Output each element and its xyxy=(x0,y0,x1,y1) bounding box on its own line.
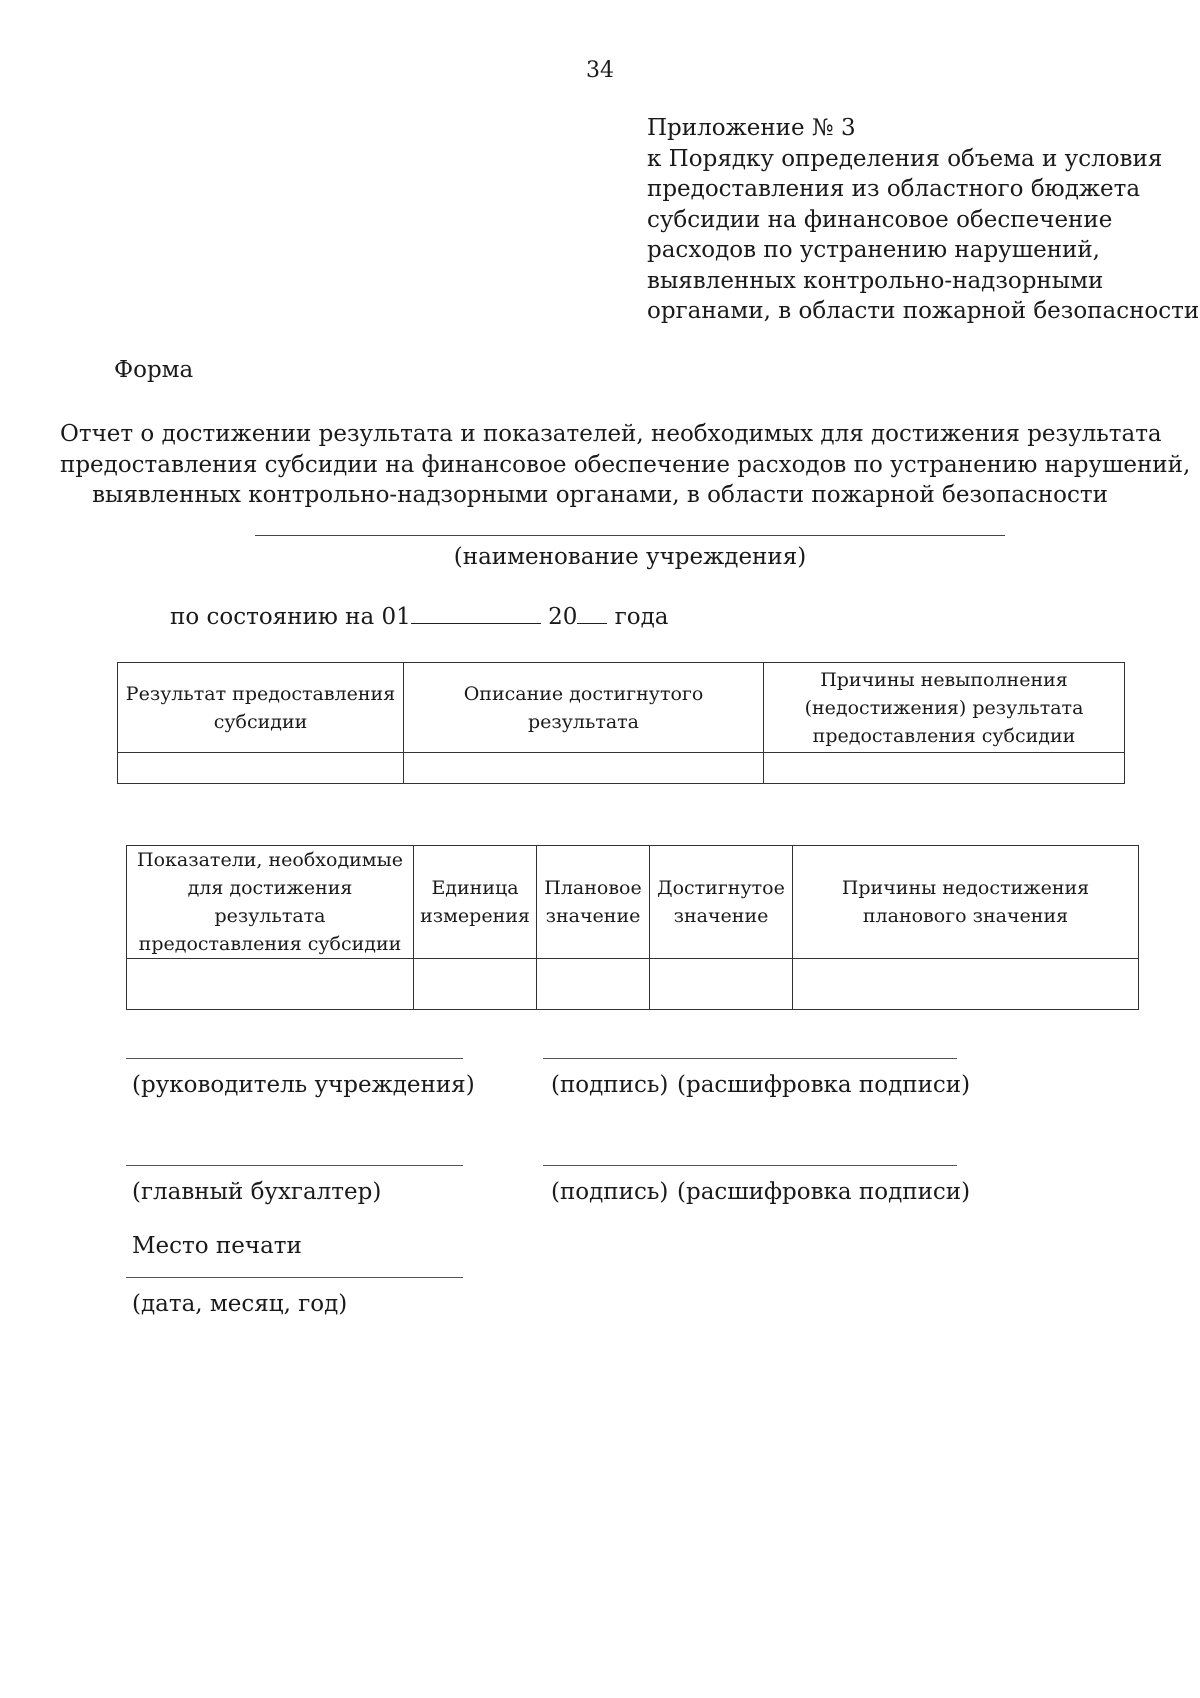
accountant-signature-line[interactable] xyxy=(126,1165,463,1166)
decoding-label: (расшифровка подписи) xyxy=(677,1179,971,1205)
date-signature-line[interactable] xyxy=(126,1277,463,1278)
signature-label: (подпись) xyxy=(551,1179,669,1205)
institution-name-line[interactable] xyxy=(255,535,1005,536)
result-table xyxy=(117,662,1125,784)
decoding-label: (расшифровка подписи) xyxy=(677,1072,971,1098)
report-title-line: предоставления субсидии на финансовое обеспечение расходов по устранению нарушений, xyxy=(60,451,1191,478)
page-number: 34 xyxy=(586,58,614,83)
year-blank[interactable] xyxy=(577,601,607,624)
signature-label: (подпись) xyxy=(551,1072,669,1098)
date-suffix: года xyxy=(614,604,669,630)
table-header-cell: Плановое значение xyxy=(537,846,650,959)
table-row xyxy=(127,959,1139,1010)
date-label: (дата, месяц, год) xyxy=(132,1291,348,1317)
appendix-line: Приложение № 3 xyxy=(647,115,856,141)
table-header-cell: Достигнутое значение xyxy=(650,846,793,959)
table-header-cell: Описание достигнутого результата xyxy=(404,663,764,753)
report-title-line: Отчет о достижении результата и показателей, необходимых для достижения результата xyxy=(60,421,1162,447)
table-header-cell: Единица измерения xyxy=(414,846,537,959)
table-header-row xyxy=(127,846,1139,959)
table-cell[interactable] xyxy=(793,959,1139,1010)
table-header-row xyxy=(118,663,1125,753)
appendix-line: органами, в области пожарной безопасности xyxy=(647,298,1200,324)
appendix-line: субсидии на финансовое обеспечение xyxy=(647,206,1113,233)
appendix-line: предоставления из областного бюджета xyxy=(647,176,1141,202)
institution-name-caption: (наименование учреждения) xyxy=(453,544,807,570)
accountant-label: (главный бухгалтер) xyxy=(132,1179,382,1205)
head-sign-decoding-line[interactable] xyxy=(543,1058,957,1059)
date-prefix: по состоянию на 01 xyxy=(170,604,411,630)
table-cell[interactable] xyxy=(764,753,1125,784)
table-cell[interactable] xyxy=(118,753,404,784)
table-cell[interactable] xyxy=(404,753,764,784)
table-header-cell: Причины невыполнения (недостижения) результата предоставления субсидии xyxy=(764,663,1125,753)
table-header-cell: Причины недостижения планового значения xyxy=(793,846,1139,959)
head-label: (руководитель учреждения) xyxy=(132,1072,475,1098)
form-label: Форма xyxy=(114,357,194,383)
table-header-cell: Показатели, необходимые для достижения результата предоставления субсидии xyxy=(127,846,414,959)
appendix-block xyxy=(647,113,1200,327)
year-prefix: 20 xyxy=(548,604,578,630)
indicators-table xyxy=(126,845,1139,1010)
table-cell[interactable] xyxy=(537,959,650,1010)
month-blank[interactable] xyxy=(411,601,541,624)
table-cell[interactable] xyxy=(414,959,537,1010)
table-cell[interactable] xyxy=(650,959,793,1010)
table-cell[interactable] xyxy=(127,959,414,1010)
appendix-line: расходов по устранению нарушений, xyxy=(647,237,1100,263)
report-title-line: выявленных контрольно-надзорными органами, в области пожарной безопасности xyxy=(92,482,1108,508)
table-header-cell: Результат предоставления субсидии xyxy=(118,663,404,753)
table-row xyxy=(118,753,1125,784)
head-signature-line[interactable] xyxy=(126,1058,463,1059)
appendix-line: выявленных контрольно-надзорными xyxy=(647,267,1104,294)
report-title xyxy=(60,419,1191,511)
appendix-line: к Порядку определения объема и условия xyxy=(647,145,1163,172)
accountant-sign-decoding-line[interactable] xyxy=(543,1165,957,1166)
report-date-line xyxy=(170,601,668,630)
seal-label: Место печати xyxy=(132,1233,302,1259)
